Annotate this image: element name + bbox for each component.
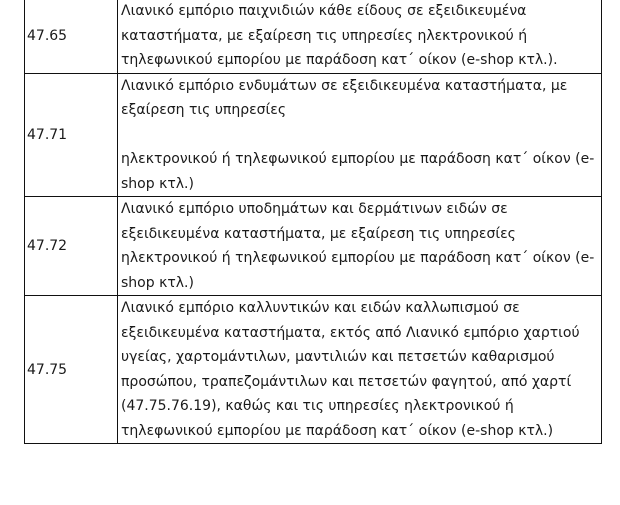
description-text: ηλεκτρονικού ή τηλεφωνικού εμπορίου με παράδοση κατ΄ οίκον (e-shop κτλ.): [121, 151, 595, 192]
table-row: [25, 295, 601, 444]
activity-codes-table: [24, 0, 602, 444]
description-text: Λιανικό εμπόριο ενδυμάτων σε εξειδικευμένα καταστήματα, με εξαίρεση τις υπηρεσίες: [121, 77, 568, 118]
activity-code: 47.75: [25, 296, 118, 443]
activity-description: [118, 74, 601, 197]
activity-description: [118, 197, 601, 295]
table-row: [25, 73, 601, 197]
table-row: [25, 196, 601, 295]
description-text: Λιανικό εμπόριο παιχνιδιών κάθε είδους σε εξειδικευμένα καταστήματα, με εξαίρεση τις υπηρεσίες ηλεκτρονικού ή τηλεφωνικού εμπορίου με παράδοση κατ΄ οίκον (e-shop κτλ.).: [121, 3, 558, 68]
paragraph-gap: [121, 123, 597, 148]
description-text: Λιανικό εμπόριο καλλυντικών και ειδών καλλωπισμού σε εξειδικευμένα καταστήματα, εκτός από Λιανικό εμπόριο χαρτιού υγείας, χαρτομάντιλων, μαντιλιών και πετσετών καθαρισμού προσώπου, τραπεζομάντιλων και πετσετών φαγητού, από χαρτί (47.75.76.19), καθώς και τις υπηρεσίες ηλεκτρονικού ή τηλεφωνικού εμπορίου με παράδοση κατ΄ οίκον (e-shop κτλ.): [121, 300, 580, 439]
activity-code: 47.65: [25, 0, 118, 73]
description-text: Λιανικό εμπόριο υποδημάτων και δερμάτινων ειδών σε εξειδικευμένα καταστήματα, με εξαίρεση τις υπηρεσίες ηλεκτρονικού ή τηλεφωνικού εμπορίου με παράδοση κατ΄ οίκον (e-shop κτλ.): [121, 201, 595, 291]
activity-description: [118, 0, 601, 73]
activity-code: 47.72: [25, 197, 118, 295]
activity-code: 47.71: [25, 74, 118, 197]
table-row: [25, 0, 601, 73]
activity-description: [118, 296, 601, 443]
